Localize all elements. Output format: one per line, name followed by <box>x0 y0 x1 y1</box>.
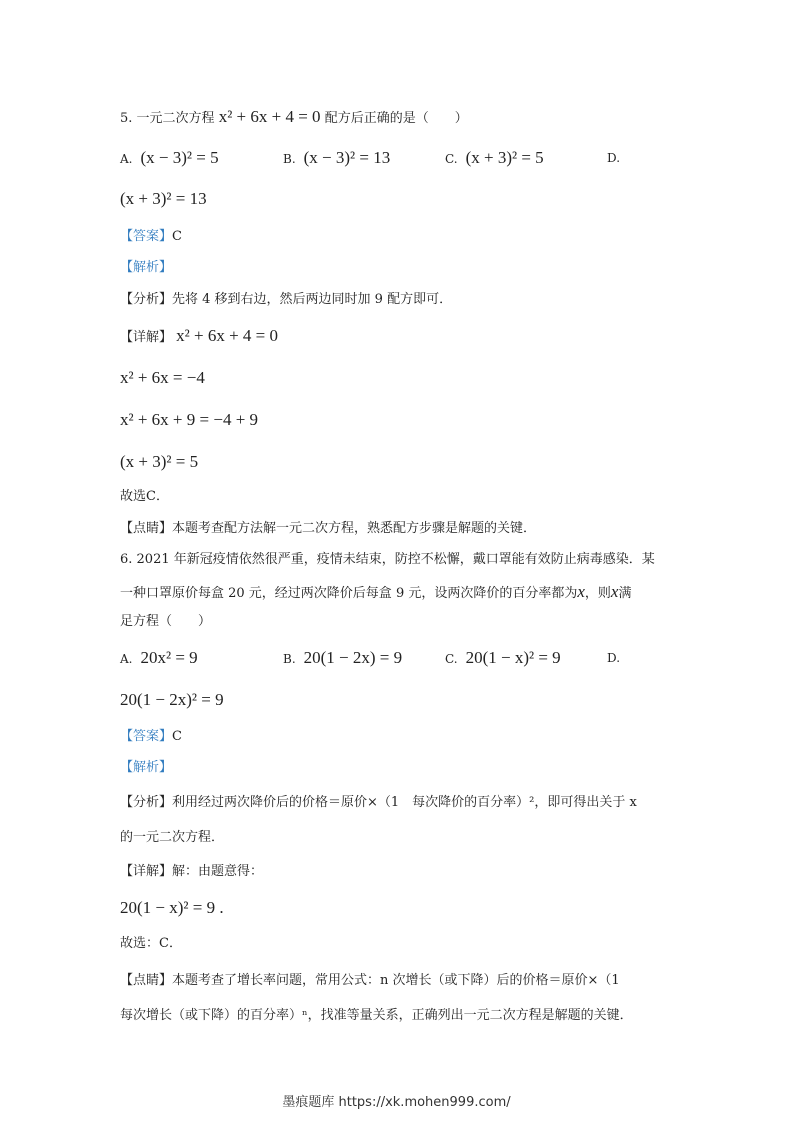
q5-step-2: x² + 6x = −4 <box>120 368 205 387</box>
footer-watermark: 墨痕题库 https://xk.mohen999.com/ <box>282 1095 511 1110</box>
q6-option-b: B. 20(1 − 2x) = 9 <box>283 648 403 667</box>
q6-stem-line3: 足方程（ ） <box>120 614 212 629</box>
q5-answer-value: C <box>172 229 182 244</box>
q6-result: 20(1 − x)² = 9 . <box>120 898 224 917</box>
q5-stem-equation: x² + 6x + 4 = 0 <box>218 107 321 126</box>
q5-fenxi: 【分析】先将 4 移到右边，然后两边同时加 9 配方即可． <box>120 292 453 307</box>
q5-option-b: B. (x − 3)² = 13 <box>283 148 391 167</box>
q6-option-a: A. 20x² = 9 <box>120 648 198 667</box>
q5-step-4: (x + 3)² = 5 <box>120 452 199 471</box>
q6-fenxi-line1: 【分析】利用经过两次降价后的价格＝原价×（1 每次降价的百分率）²，即可得出关于 x <box>120 795 637 810</box>
q5-number: 5. <box>120 111 133 126</box>
q5-choose: 故选C． <box>120 489 169 504</box>
q6-dianjing-line2: 每次增长（或下降）的百分率）ⁿ，找准等量关系，正确列出一元二次方程是解题的关键． <box>120 1008 633 1023</box>
q5-option-d: D. <box>607 151 621 165</box>
q5-option-c: C. (x + 3)² = 5 <box>445 148 544 167</box>
q6-option-c: C. 20(1 − x)² = 9 <box>445 648 561 667</box>
q5-stem-post: 配方后正确的是（ ） <box>324 111 468 126</box>
q5-stem <box>120 107 468 129</box>
q5-option-d-math: (x + 3)² = 13 <box>120 189 207 208</box>
q6-option-d-math: 20(1 − 2x)² = 9 <box>120 690 224 709</box>
q6-answer-tag: 【答案】 <box>120 729 173 744</box>
q5-analysis-tag: 【解析】 <box>120 260 173 275</box>
q5-option-a: A. (x − 3)² = 5 <box>120 148 219 167</box>
q6-stem-line2: 一种口罩原价每盒 20 元，经过两次降价后每盒 9 元，设两次降价的百分率都为x，则x满 <box>120 582 632 601</box>
q6-answer <box>120 727 182 747</box>
q5-answer <box>120 227 182 247</box>
q5-step-3: x² + 6x + 9 = −4 + 9 <box>120 410 259 429</box>
q5-detail: 【详解】 x² + 6x + 4 = 0 <box>120 326 279 345</box>
q6-analysis-tag: 【解析】 <box>120 760 173 775</box>
q6-dianjing-line1: 【点睛】本题考查了增长率问题，常用公式：n 次增长（或下降）后的价格＝原价×（1 <box>120 973 620 988</box>
q5-stem-pre: 一元二次方程 <box>136 111 215 126</box>
q6-stem-line1: 6. 2021 年新冠疫情依然很严重，疫情未结束，防控不松懈，戴口罩能有效防止病毒感染．某 <box>120 552 655 567</box>
q6-choose: 故选：C． <box>120 936 182 951</box>
q6-option-d: D. <box>607 651 621 665</box>
q5-dianjing: 【点睛】本题考查配方法解一元二次方程，熟悉配方步骤是解题的关键． <box>120 521 537 536</box>
q5-answer-tag: 【答案】 <box>120 229 173 244</box>
q6-answer-value: C <box>172 729 182 744</box>
q6-fenxi-line2: 的一元二次方程． <box>120 830 225 845</box>
q6-detail: 【详解】解：由题意得： <box>120 864 264 879</box>
